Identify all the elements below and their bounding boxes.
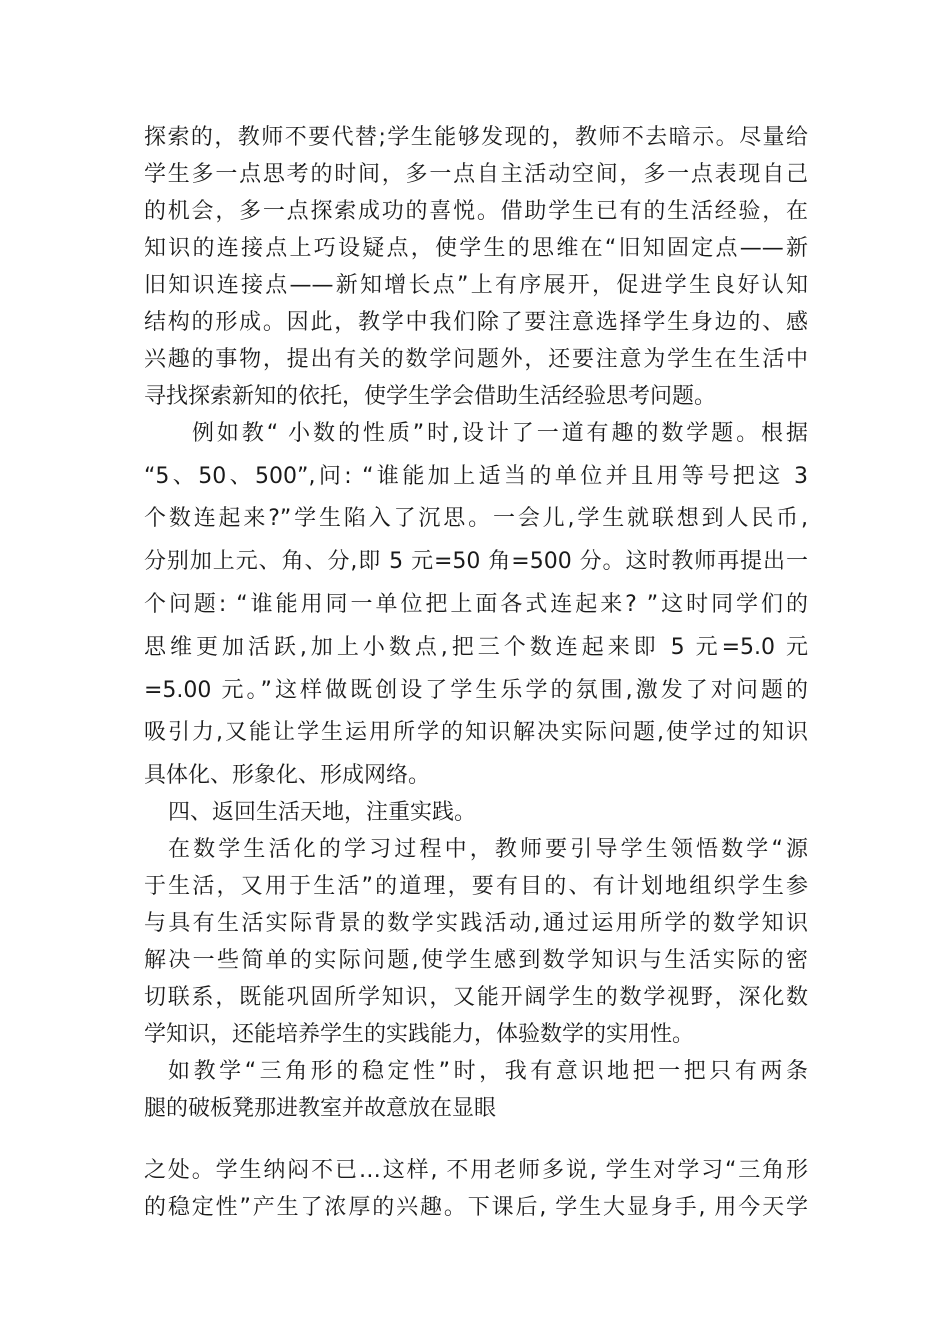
text-line: 切联系，既能巩固所学知识，又能开阔学生的数学视野，深化数 [144,985,808,1010]
text-line: 具体化、形象化、形成网络。 [144,763,431,788]
text-line: 解决一些简单的实际问题,使学生感到数学知识与生活实际的密 [144,948,808,973]
text-line: 思维更加活跃,加上小数点,把三个数连起来即 5 元=5.0 元 [144,635,808,660]
text-line: 兴趣的事物，提出有关的数学问题外，还要注意为学生在生活中 [144,347,808,372]
text-line: 的稳定性”产生了浓厚的兴趣。下课后, 学生大显身手, 用今天学 [144,1195,808,1220]
text-line: 学生多一点思考的时间，多一点自主活动空间，多一点表现自己 [144,162,808,187]
text-line: =5.00 元。”这样做既创设了学生乐学的氛围,激发了对问题的 [144,678,808,703]
text-line: 结构的形成。因此，教学中我们除了要注意选择学生身边的、感 [144,310,808,335]
text-line: 在数学生活化的学习过程中，教师要引导学生领悟数学“源 [168,837,808,862]
text-line: 探索的，教师不要代替;学生能够发现的，教师不去暗示。尽量给 [144,125,808,150]
text-line: 与具有生活实际背景的数学实践活动,通过运用所学的数学知识 [144,911,808,936]
text-line: 的机会，多一点探索成功的喜悦。借助学生已有的生活经验，在 [144,199,808,224]
text-line: 学知识，还能培养学生的实践能力，体验数学的实用性。 [144,1022,695,1047]
section-heading: 四、返回生活天地，注重实践。 [168,800,477,825]
text-line: 个数连起来?”学生陷入了沉思。一会儿,学生就联想到人民币, [144,506,808,531]
text-line: 寻找探索新知的依托，使学生学会借助生活经验思考问题。 [144,384,717,409]
text-line: 个问题: “谁能用同一单位把上面各式连起来? ”这时同学们的 [144,592,808,617]
text-line: 吸引力,又能让学生运用所学的知识解决实际问题,使学过的知识 [144,720,808,745]
text-line: 旧知识连接点——新知增长点”上有序展开，促进学生良好认知 [144,273,808,298]
text-line: 如教学“三角形的稳定性”时，我有意识地把一把只有两条 [168,1059,808,1084]
text-line: 于生活，又用于生活”的道理，要有目的、有计划地组织学生参 [144,874,808,899]
text-line: 腿的破板凳那进教室并故意放在显眼 [144,1096,497,1121]
text-line: “5、50、500”,问: “谁能加上适当的单位并且用等号把这 3 [144,464,808,489]
text-line: 之处。学生纳闷不已…这样, 不用老师多说, 学生对学习“三角形 [144,1158,808,1183]
text-line: 知识的连接点上巧设疑点，使学生的思维在“旧知固定点——新 [144,236,808,261]
text-line: 分别加上元、角、分,即 5 元=50 角=500 分。这时教师再提出一 [144,549,808,574]
text-line: 例如教“ 小数的性质”时,设计了一道有趣的数学题。根据 [192,421,808,446]
